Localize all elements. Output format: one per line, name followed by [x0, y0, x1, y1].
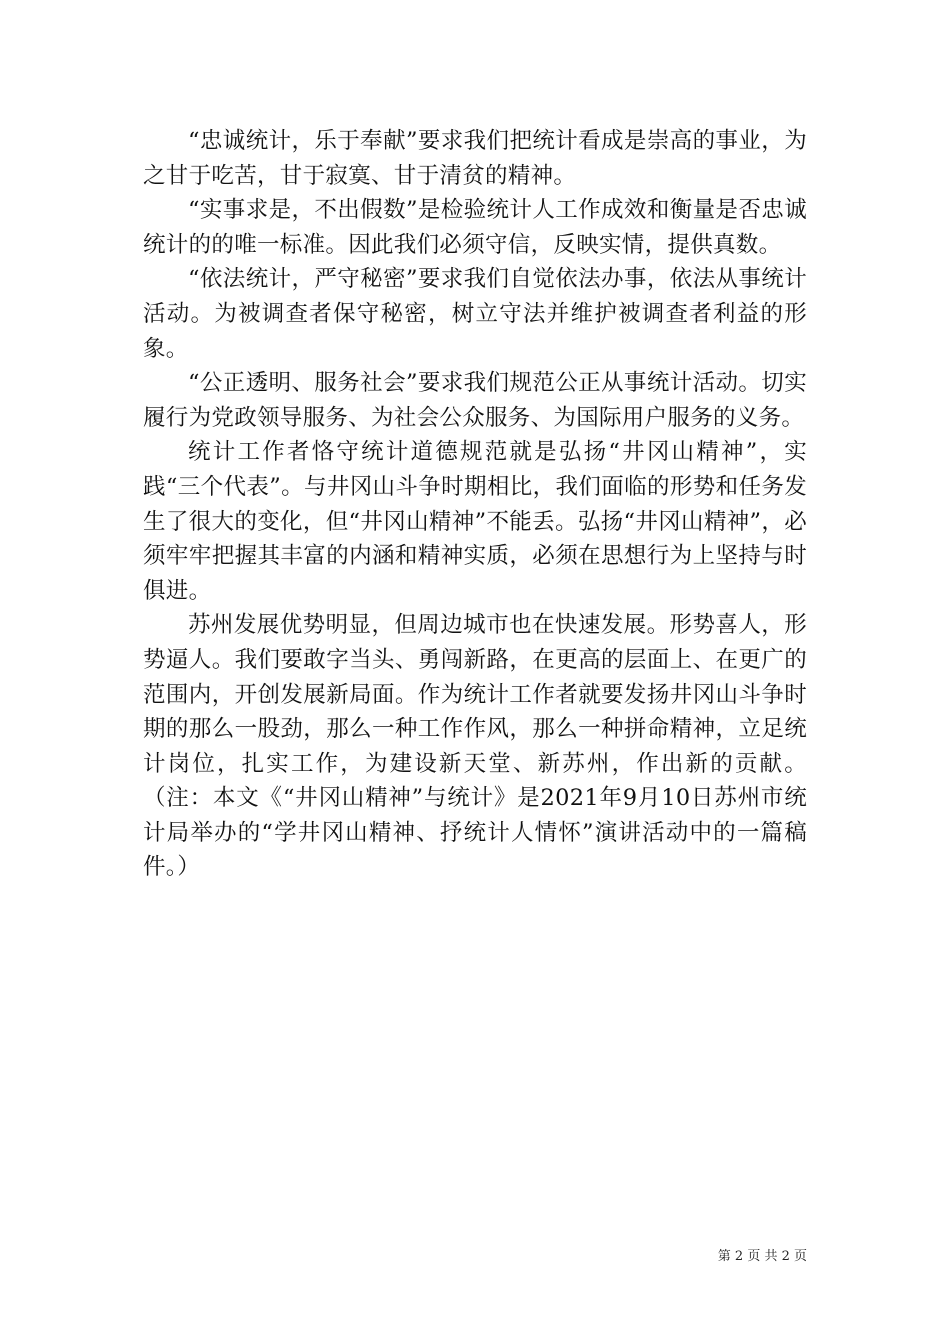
document-body — [143, 124, 807, 885]
paragraph-legality: “依法统计，严守秘密”要求我们自觉依法办事，依法从事统计活动。为被调查者保守秘密，树立守法并维护被调查者利益的形象。 — [143, 266, 807, 362]
page-number-footer: 第 2 页 共 2 页 — [717, 1249, 807, 1264]
paragraph-truthfulness: “实事求是，不出假数”是检验统计人工作成效和衡量是否忠诚统计的的唯一标准。因此我们必须守信，反映实情，提供真数。 — [143, 197, 807, 258]
paragraph-fairness: “公正透明、服务社会”要求我们规范公正从事统计活动。切实履行为党政领导服务、为社会公众服务、为国际用户服务的义务。 — [143, 370, 807, 431]
paragraph-loyalty: “忠诚统计，乐于奉献”要求我们把统计看成是崇高的事业，为之甘于吃苦，甘于寂寞、甘于清贫的精神。 — [143, 128, 807, 189]
paragraph-suzhou-development: 苏州发展优势明显，但周边城市也在快速发展。形势喜人，形势逼人。我们要敢字当头、勇闯新路，在更高的层面上、在更广的范围内，开创发展新局面。作为统计工作者就要发扬井冈山斗争时期的那么一股劲，那么一种工作作风，那么一种拼命精神，立足统计岗位，扎实工作，为建设新天堂、新苏州，作出新的贡献。（注：本文《“井冈山精神”与统计》是2021年9月10日苏州市统计局举办的“学井冈山精神、抒统计人情怀”演讲活动中的一篇稿件。） — [143, 612, 807, 881]
paragraph-jinggangshan-spirit: 统计工作者恪守统计道德规范就是弘扬“井冈山精神”，实践“三个代表”。与井冈山斗争时期相比，我们面临的形势和任务发生了很大的变化，但“井冈山精神”不能丢。弘扬“井冈山精神”，必须牢牢把握其丰富的内涵和精神实质，必须在思想行为上坚持与时俱进。 — [143, 439, 807, 604]
